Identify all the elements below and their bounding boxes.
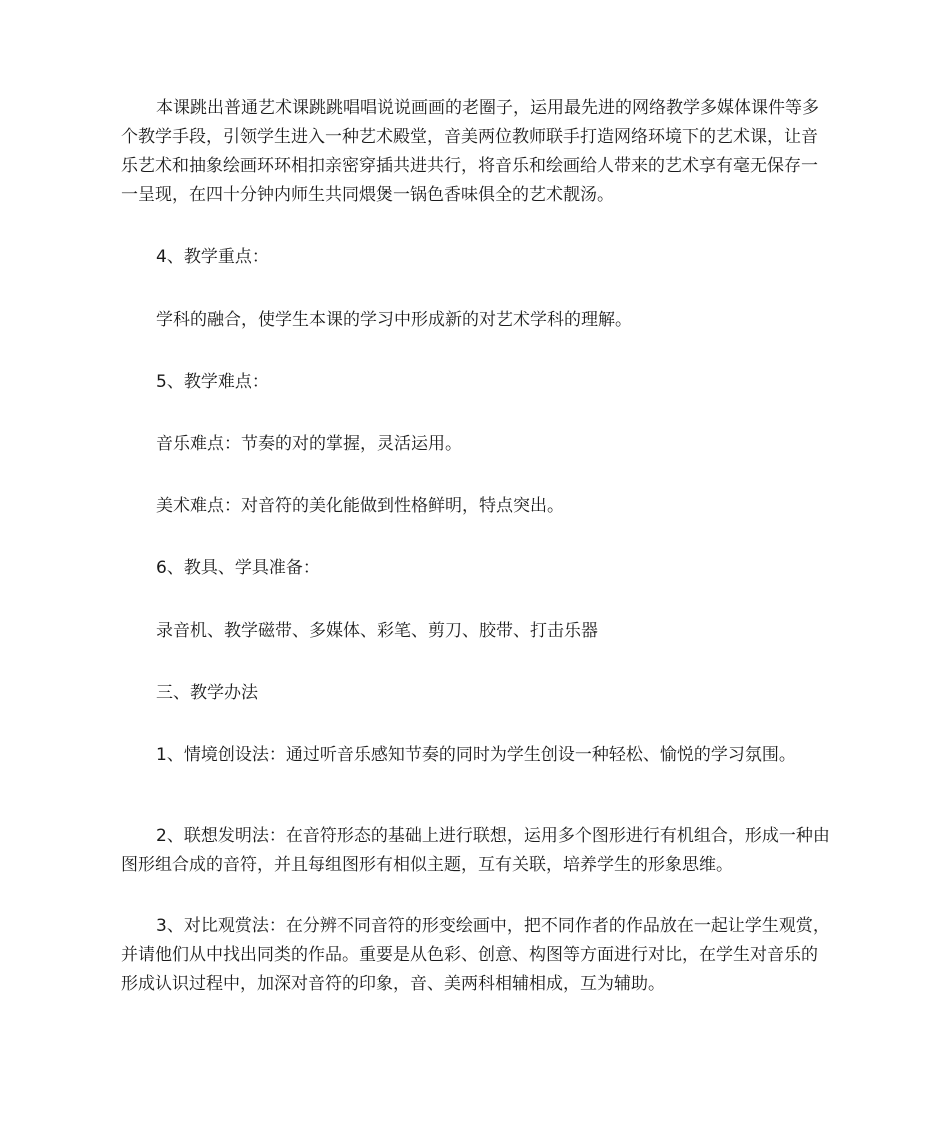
method-1-text: 1、情境创设法：通过听音乐感知节奏的同时为学生创设一种轻松、愉悦的学习氛围。 (156, 745, 796, 765)
heading-teaching-difficulty: 5、教学难点： (156, 372, 269, 392)
materials-text: 录音机、教学磁带、多媒体、彩笔、剪刀、胶带、打击乐器 (156, 621, 598, 641)
intro-paragraph: 本课跳出普通艺术课跳跳唱唱说说画画的老圈子，运用最先进的网络教学多媒体课件等多个教学手段，引领学生进入一种艺术殿堂，音美两位教师联手打造网络环境下的艺术课，让音乐艺术和抽象绘画环环相扣亲密穿插共进共行，将音乐和绘画给人带来的艺术享有毫无保存一一呈现，在四十分钟内师生共同煨煲一锅色香味俱全的艺术靓汤。 (121, 98, 819, 205)
heading-materials: 6、教具、学具准备： (156, 558, 320, 578)
method-3-text: 3、对比观赏法：在分辨不同音符的形变绘画中，把不同作者的作品放在一起让学生观赏，并请他们从中找出同类的作品。重要是从色彩、创意、构图等方面进行对比，在学生对音乐的形成认识过程中，加深对音符的印象，音、美两科相辅相成，互为辅助。 (121, 916, 830, 994)
method-2-text: 2、联想发明法：在音符形态的基础上进行联想，运用多个图形进行有机组合，形成一种由图形组合成的音符，并且每组图形有相似主题，互有关联，培养学生的形象思维。 (121, 826, 830, 875)
heading-teaching-methods: 三、教学办法 (156, 683, 258, 703)
music-difficulty-text: 音乐难点：节奏的对的掌握，灵活运用。 (156, 434, 462, 454)
teaching-focus-text: 学科的融合，使学生本课的学习中形成新的对艺术学科的理解。 (156, 310, 632, 330)
heading-teaching-focus: 4、教学重点： (156, 247, 269, 267)
art-difficulty-text: 美术难点：对音符的美化能做到性格鲜明，特点突出。 (156, 496, 564, 516)
